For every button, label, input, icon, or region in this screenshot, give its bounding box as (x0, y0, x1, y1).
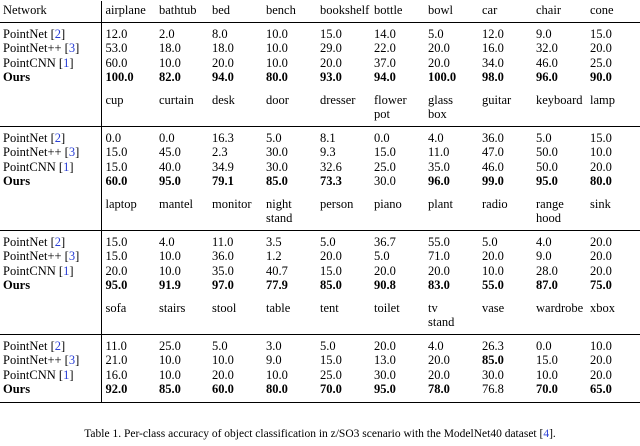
column-header: cone (586, 1, 640, 22)
accuracy-cell: 25.0 (320, 367, 342, 382)
accuracy-cell: 90.0 (590, 70, 612, 84)
accuracy-cell: 75.0 (590, 278, 612, 292)
table-row (0, 22, 640, 41)
accuracy-cell: 96.0 (536, 70, 558, 84)
column-header: flower pot (370, 90, 424, 127)
accuracy-cell: 0.0 (374, 130, 390, 145)
method-label: PointCNN (3, 159, 56, 174)
method-label: Ours (3, 382, 31, 396)
accuracy-cell: 85.0 (482, 353, 504, 367)
accuracy-cell: 60.0 (105, 55, 128, 70)
accuracy-cell: 90.8 (374, 278, 396, 292)
method-label: Ours (3, 174, 31, 188)
accuracy-cell: 3.0 (266, 338, 282, 353)
method-name: PointNet [2] (0, 126, 101, 145)
accuracy-cell: 30.0 (374, 174, 396, 188)
column-header: sofa (101, 298, 155, 335)
table-row (0, 126, 640, 145)
accuracy-cell: 20.0 (320, 249, 342, 263)
accuracy-cell: 60.0 (208, 382, 262, 402)
caption-suffix: ]. (549, 428, 556, 440)
method-label: PointNet++ (3, 249, 62, 263)
accuracy-cell: 20.0 (428, 263, 450, 278)
accuracy-cell: 14.0 (374, 26, 396, 41)
column-header: bottle (370, 1, 424, 22)
accuracy-cell: 55.0 (428, 234, 450, 249)
header-row (0, 1, 640, 22)
accuracy-cell: 46.0 (536, 55, 558, 70)
column-header: lamp (586, 90, 640, 127)
column-header: laptop (101, 194, 155, 231)
accuracy-cell: 20.0 (374, 263, 396, 278)
column-header: bookshelf (316, 1, 370, 22)
accuracy-cell: 15.0 (105, 145, 128, 159)
accuracy-cell: 10.0 (266, 55, 288, 70)
accuracy-cell: 85.0 (320, 278, 342, 292)
column-header: wardrobe (532, 298, 586, 335)
accuracy-cell: 55.0 (482, 278, 504, 292)
method-name: PointNet [2] (0, 334, 101, 353)
accuracy-cell: 20.0 (212, 55, 234, 70)
method-name (0, 278, 101, 298)
accuracy-cell: 12.0 (482, 26, 504, 41)
accuracy-cell: 77.9 (266, 278, 288, 292)
method-name: PointCNN [1] (0, 160, 101, 175)
table-row (0, 230, 640, 249)
accuracy-cell: 20.0 (590, 159, 612, 174)
method-name: PointCNN [1] (0, 264, 101, 279)
accuracy-cell: 5.0 (212, 338, 228, 353)
accuracy-cell: 5.0 (536, 130, 552, 145)
column-header: tent (316, 298, 370, 335)
method-citation: 3 (68, 41, 76, 55)
accuracy-cell: 10.0 (212, 353, 234, 367)
accuracy-cell: 50.0 (536, 145, 558, 159)
method-name: PointNet [2] (0, 22, 101, 41)
method-citation: 2 (54, 338, 61, 353)
column-header: chair (532, 1, 586, 22)
accuracy-cell: 10.0 (590, 338, 612, 353)
table-row (0, 160, 640, 175)
column-header: stool (208, 298, 262, 335)
accuracy-cell: 36.0 (482, 130, 504, 145)
column-header: table (262, 298, 316, 335)
accuracy-cell: 87.0 (536, 278, 558, 292)
accuracy-cell: 35.0 (212, 263, 234, 278)
method-citation: 2 (54, 26, 61, 41)
accuracy-cell: 16.0 (105, 367, 128, 382)
accuracy-cell: 10.0 (159, 55, 181, 70)
method-name: PointNet++ [3] (0, 353, 101, 368)
accuracy-cell: 20.0 (105, 263, 128, 278)
accuracy-cell: 97.0 (212, 278, 234, 292)
column-header: range hood (532, 194, 586, 231)
table-row (0, 41, 640, 56)
caption-prefix: Table 1. Per-class accuracy of object classification in z/SO3 scenario with the ModelNet40 dataset [ (84, 428, 544, 440)
header-network (0, 194, 101, 231)
accuracy-cell: 45.0 (159, 145, 181, 159)
method-label: PointNet++ (3, 145, 62, 159)
method-label: PointNet (3, 338, 48, 353)
accuracy-cell: 2.0 (159, 26, 175, 41)
column-header: airplane (101, 1, 155, 22)
accuracy-cell: 92.0 (101, 382, 155, 402)
column-header: mantel (155, 194, 208, 231)
accuracy-cell: 78.0 (424, 382, 478, 402)
method-name: PointCNN [1] (0, 368, 101, 383)
accuracy-cell: 32.0 (536, 41, 558, 55)
accuracy-cell: 25.0 (374, 159, 396, 174)
accuracy-cell: 10.0 (159, 263, 181, 278)
table-row (0, 368, 640, 383)
method-label: PointNet++ (3, 353, 62, 367)
method-label: PointCNN (3, 55, 56, 70)
accuracy-cell: 34.9 (212, 159, 234, 174)
accuracy-cell: 76.8 (478, 382, 532, 402)
accuracy-cell: 4.0 (536, 234, 552, 249)
accuracy-cell: 95.0 (536, 174, 558, 188)
accuracy-cell: 9.0 (266, 353, 282, 367)
accuracy-cell: 20.0 (428, 367, 450, 382)
accuracy-cell: 29.0 (320, 41, 342, 55)
accuracy-cell: 26.3 (482, 338, 504, 353)
column-header: bed (208, 1, 262, 22)
table-row (0, 264, 640, 279)
accuracy-cell: 15.0 (536, 353, 558, 367)
accuracy-cell: 18.0 (212, 41, 234, 55)
accuracy-cell: 95.0 (370, 382, 424, 402)
table-row (0, 70, 640, 90)
table-row (0, 56, 640, 71)
accuracy-cell: 20.0 (590, 41, 612, 55)
accuracy-cell: 5.0 (320, 338, 336, 353)
method-citation: 3 (68, 353, 76, 367)
method-name: PointNet++ [3] (0, 145, 101, 160)
accuracy-cell: 4.0 (159, 234, 175, 249)
accuracy-cell: 50.0 (536, 159, 558, 174)
accuracy-cell: 1.2 (266, 249, 282, 263)
column-header: dresser (316, 90, 370, 127)
method-label: PointNet (3, 130, 48, 145)
accuracy-cell: 15.0 (590, 26, 612, 41)
method-name (0, 382, 101, 402)
accuracy-cell: 18.0 (159, 41, 181, 55)
accuracy-cell: 80.0 (590, 174, 612, 188)
accuracy-cell: 9.0 (536, 26, 552, 41)
accuracy-cell: 0.0 (536, 338, 552, 353)
method-citation: 1 (63, 159, 70, 174)
method-citation: 2 (54, 234, 61, 249)
column-header: keyboard (532, 90, 586, 127)
method-name (0, 174, 101, 194)
header-network (0, 90, 101, 127)
accuracy-cell: 11.0 (428, 145, 450, 159)
accuracy-cell: 3.5 (266, 234, 282, 249)
accuracy-cell: 60.0 (105, 174, 128, 188)
column-header: xbox (586, 298, 640, 335)
accuracy-cell: 5.0 (320, 234, 336, 249)
accuracy-cell: 0.0 (159, 130, 175, 145)
accuracy-cell: 95.0 (105, 278, 128, 292)
accuracy-cell: 30.0 (482, 367, 504, 382)
accuracy-cell: 85.0 (266, 174, 288, 188)
table-row (0, 278, 640, 298)
accuracy-cell: 37.0 (374, 55, 396, 70)
caption-citation: 4 (543, 428, 550, 440)
table-caption (0, 428, 640, 440)
method-citation: 1 (63, 263, 70, 278)
column-header: guitar (478, 90, 532, 127)
accuracy-cell: 10.0 (536, 367, 558, 382)
accuracy-cell: 0.0 (105, 130, 122, 145)
accuracy-cell: 10.0 (266, 41, 288, 55)
method-label: PointNet (3, 26, 48, 41)
column-header: monitor (208, 194, 262, 231)
accuracy-cell: 53.0 (105, 41, 128, 55)
accuracy-cell: 40.7 (266, 263, 288, 278)
accuracy-cell: 9.3 (320, 145, 336, 159)
table-container (0, 1, 640, 440)
accuracy-cell: 85.0 (155, 382, 208, 402)
column-header: piano (370, 194, 424, 231)
accuracy-cell: 15.0 (105, 234, 128, 249)
method-citation: 1 (63, 367, 70, 382)
accuracy-cell: 10.0 (266, 367, 288, 382)
accuracy-cell: 20.0 (590, 234, 612, 249)
accuracy-cell: 21.0 (105, 353, 128, 367)
accuracy-cell: 98.0 (482, 70, 504, 84)
accuracy-cell: 91.9 (159, 278, 181, 292)
accuracy-cell: 15.0 (105, 159, 128, 174)
accuracy-cell: 15.0 (590, 130, 612, 145)
accuracy-cell: 30.0 (374, 367, 396, 382)
accuracy-cell: 20.0 (428, 55, 450, 70)
accuracy-cell: 15.0 (320, 26, 342, 41)
accuracy-cell: 100.0 (428, 70, 457, 84)
table-row (0, 334, 640, 353)
accuracy-cell: 8.1 (320, 130, 336, 145)
method-label: PointNet (3, 234, 48, 249)
column-header: plant (424, 194, 478, 231)
accuracy-cell: 12.0 (105, 26, 128, 41)
accuracy-cell: 82.0 (159, 70, 181, 84)
method-label: PointNet++ (3, 41, 62, 55)
column-header: car (478, 1, 532, 22)
accuracy-cell: 94.0 (374, 70, 396, 84)
accuracy-cell: 25.0 (590, 55, 612, 70)
method-label: PointCNN (3, 263, 56, 278)
accuracy-cell: 5.0 (374, 249, 390, 263)
accuracy-cell: 30.0 (266, 159, 288, 174)
accuracy-cell: 20.0 (212, 367, 234, 382)
accuracy-cell: 70.0 (532, 382, 586, 402)
accuracy-cell: 70.0 (316, 382, 370, 402)
accuracy-cell: 28.0 (536, 263, 558, 278)
accuracy-cell: 10.0 (266, 26, 288, 41)
column-header: tv stand (424, 298, 478, 335)
column-header: bathtub (155, 1, 208, 22)
accuracy-cell: 5.0 (482, 234, 498, 249)
method-label: Ours (3, 278, 31, 292)
accuracy-cell: 93.0 (320, 70, 342, 84)
table-row (0, 145, 640, 160)
table-row (0, 174, 640, 194)
accuracy-cell: 4.0 (428, 338, 444, 353)
accuracy-cell: 36.0 (212, 249, 234, 263)
column-header: curtain (155, 90, 208, 127)
accuracy-cell: 95.0 (159, 174, 181, 188)
accuracy-cell: 47.0 (482, 145, 504, 159)
accuracy-cell: 35.0 (428, 159, 450, 174)
accuracy-cell: 34.0 (482, 55, 504, 70)
column-header: person (316, 194, 370, 231)
column-header: cup (101, 90, 155, 127)
header-row (0, 194, 640, 231)
accuracy-cell: 100.0 (105, 70, 134, 84)
column-header: radio (478, 194, 532, 231)
accuracy-cell: 73.3 (320, 174, 342, 188)
accuracy-cell: 4.0 (428, 130, 444, 145)
accuracy-cell: 46.0 (482, 159, 504, 174)
method-citation: 1 (63, 55, 70, 70)
accuracy-cell: 25.0 (159, 338, 181, 353)
accuracy-cell: 20.0 (590, 367, 612, 382)
accuracy-cell: 2.3 (212, 145, 228, 159)
accuracy-cell: 99.0 (482, 174, 504, 188)
accuracy-cell: 10.0 (482, 263, 504, 278)
table-row (0, 249, 640, 264)
accuracy-cell: 5.0 (266, 130, 282, 145)
method-name: PointCNN [1] (0, 56, 101, 71)
accuracy-cell: 20.0 (590, 263, 612, 278)
accuracy-cell: 96.0 (428, 174, 450, 188)
column-header: stairs (155, 298, 208, 335)
method-name: PointNet++ [3] (0, 41, 101, 56)
accuracy-cell: 20.0 (590, 249, 612, 263)
accuracy-cell: 20.0 (374, 338, 396, 353)
header-network (0, 298, 101, 335)
accuracy-cell: 94.0 (212, 70, 234, 84)
results-table (0, 1, 640, 403)
method-label: PointCNN (3, 367, 56, 382)
accuracy-cell: 20.0 (482, 249, 504, 263)
header-row (0, 90, 640, 127)
accuracy-cell: 40.0 (159, 159, 181, 174)
accuracy-cell: 10.0 (590, 145, 612, 159)
accuracy-cell: 15.0 (320, 353, 342, 367)
accuracy-cell: 20.0 (590, 353, 612, 367)
accuracy-cell: 20.0 (320, 55, 342, 70)
accuracy-cell: 13.0 (374, 353, 396, 367)
accuracy-cell: 16.3 (212, 130, 234, 145)
accuracy-cell: 83.0 (428, 278, 450, 292)
column-header: bench (262, 1, 316, 22)
header-row (0, 298, 640, 335)
results-table-body (0, 1, 640, 402)
accuracy-cell: 71.0 (428, 249, 450, 263)
column-header: toilet (370, 298, 424, 335)
column-header: vase (478, 298, 532, 335)
accuracy-cell: 32.6 (320, 159, 342, 174)
accuracy-cell: 10.0 (159, 367, 181, 382)
accuracy-cell: 16.0 (482, 41, 504, 55)
column-header: night stand (262, 194, 316, 231)
accuracy-cell: 9.0 (536, 249, 552, 263)
accuracy-cell: 30.0 (266, 145, 288, 159)
accuracy-cell: 80.0 (266, 70, 288, 84)
accuracy-cell: 11.0 (212, 234, 234, 249)
accuracy-cell: 5.0 (428, 26, 444, 41)
accuracy-cell: 36.7 (374, 234, 396, 249)
method-citation: 2 (54, 130, 61, 145)
method-citation: 3 (68, 249, 76, 263)
accuracy-cell: 20.0 (428, 41, 450, 55)
column-header: sink (586, 194, 640, 231)
accuracy-cell: 11.0 (105, 338, 127, 353)
column-header: desk (208, 90, 262, 127)
accuracy-cell: 15.0 (105, 249, 128, 263)
accuracy-cell: 10.0 (159, 353, 181, 367)
column-header: door (262, 90, 316, 127)
header-network: Network (0, 1, 101, 22)
accuracy-cell: 79.1 (212, 174, 234, 188)
accuracy-cell: 8.0 (212, 26, 228, 41)
accuracy-cell: 20.0 (428, 353, 450, 367)
accuracy-cell: 15.0 (320, 263, 342, 278)
accuracy-cell: 80.0 (262, 382, 316, 402)
column-header: bowl (424, 1, 478, 22)
table-row (0, 353, 640, 368)
accuracy-cell: 22.0 (374, 41, 396, 55)
method-label: Ours (3, 70, 31, 84)
accuracy-cell: 10.0 (159, 249, 181, 263)
table-row (0, 382, 640, 402)
column-header: glass box (424, 90, 478, 127)
method-name: PointNet [2] (0, 230, 101, 249)
accuracy-cell: 65.0 (586, 382, 640, 402)
accuracy-cell: 15.0 (374, 145, 396, 159)
method-name: PointNet++ [3] (0, 249, 101, 264)
method-name (0, 70, 101, 90)
method-citation: 3 (68, 145, 76, 159)
